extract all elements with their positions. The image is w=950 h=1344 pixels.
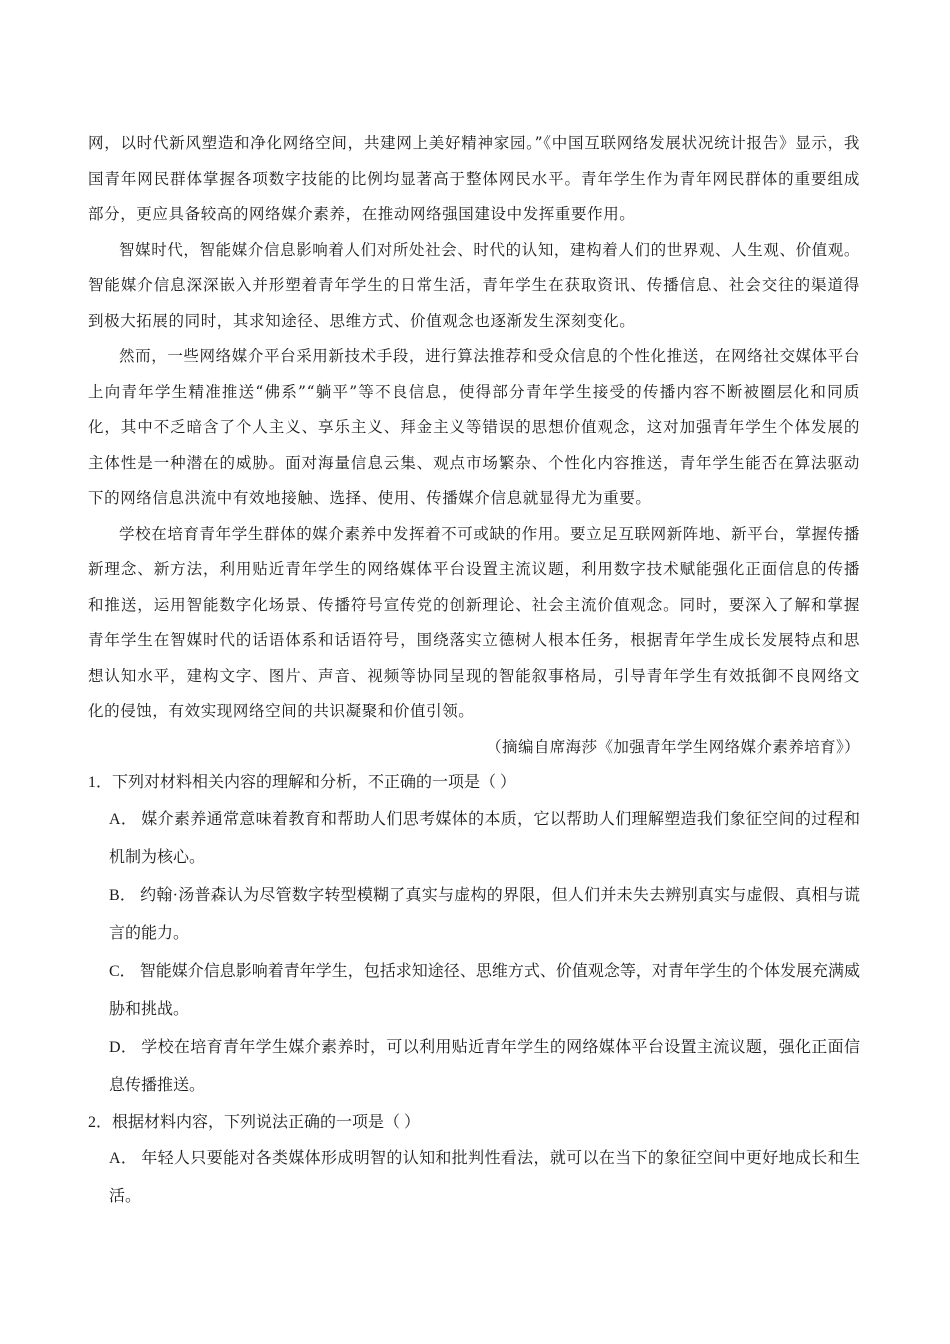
question-1-option-a[interactable]: [88, 801, 860, 877]
question-2: [88, 1105, 860, 1217]
passage-paragraph-1: 网，以时代新风塑造和净化网络空间，共建网上美好精神家园。”《中国互联网络发展状况统计报告》显示，我国青年网民群体掌握各项数字技能的比例均显著高于整体网民水平。青年学生作为青年网民群体的重要组成部分，更应具备较高的网络媒介素养，在推动网络强国建设中发挥重要作用。: [88, 134, 860, 223]
question-1: [88, 765, 860, 1105]
passage-source-citation: （摘编自席海莎《加强青年学生网络媒介素养培育》）: [486, 737, 860, 756]
option-text: 媒介素养通常意味着教育和帮助人们思考媒体的本质，它以帮助人们理解塑造我们象征空间的过程和机制为核心。: [109, 810, 860, 866]
option-letter: C．: [109, 962, 136, 980]
option-text: 学校在培育青年学生媒介素养时，可以利用贴近青年学生的网络媒体平台设置主流议题，强化正面信息传播推送。: [109, 1038, 860, 1094]
reading-passage: [88, 126, 860, 765]
option-text: 年轻人只要能对各类媒体形成明智的认知和批判性看法，就可以在当下的象征空间中更好地成长和生活。: [109, 1150, 860, 1205]
option-letter: D．: [109, 1038, 138, 1056]
option-letter: A．: [109, 1150, 138, 1167]
question-1-option-b[interactable]: [88, 877, 860, 953]
option-letter: A．: [109, 810, 138, 828]
option-letter: B．: [109, 886, 137, 904]
question-1-option-d[interactable]: [88, 1029, 860, 1105]
question-1-option-c[interactable]: [88, 953, 860, 1029]
option-text: 智能媒介信息影响着青年学生，包括求知途径、思维方式、价值观念等，对青年学生的个体发展充满威胁和挑战。: [109, 962, 860, 1018]
question-2-stem: 2．根据材料内容，下列说法正确的一项是（ ）: [88, 1113, 421, 1131]
passage-paragraph-3: 然而，一些网络媒介平台采用新技术手段，进行算法推荐和受众信息的个性化推送，在网络社交媒体平台上向青年学生精准推送“佛系”“躺平”等不良信息，使得部分青年学生接受的传播内容不断被圈层化和同质化，其中不乏暗含了个人主义、享乐主义、拜金主义等错误的思想价值观念，这对加强青年学生个体发展的主体性是一种潜在的威胁。面对海量信息云集、观点市场繁杂、个性化内容推送，青年学生能否在算法驱动下的网络信息洪流中有效地接触、选择、使用、传播媒介信息就显得尤为重要。: [88, 347, 860, 507]
passage-paragraph-2: 智媒时代，智能媒介信息影响着人们对所处社会、时代的认知，建构着人们的世界观、人生观、价值观。智能媒介信息深深嵌入并形塑着青年学生的日常生活，青年学生在获取资讯、传播信息、社会交往的渠道得到极大拓展的同时，其求知途径、思维方式、价值观念也逐渐发生深刻变化。: [88, 240, 860, 330]
option-text: 约翰·汤普森认为尽管数字转型模糊了真实与虚构的界限，但人们并未失去辨别真实与虚假、真相与谎言的能力。: [109, 886, 860, 942]
question-2-option-a[interactable]: [88, 1140, 860, 1216]
document-page: [88, 126, 860, 1216]
question-1-stem: 1．下列对材料相关内容的理解和分析，不正确的一项是（ ）: [88, 774, 517, 791]
passage-paragraph-4: 学校在培育青年学生群体的媒介素养中发挥着不可或缺的作用。要立足互联网新阵地、新平台，掌握传播新理念、新方法，利用贴近青年学生的网络媒体平台设置主流议题，利用数字技术赋能强化正面信息的传播和推送，运用智能数字化场景、传播符号宣传党的创新理论、社会主流价值观念。同时，要深入了解和掌握青年学生在智媒时代的话语体系和话语符号，围绕落实立德树人根本任务，根据青年学生成长发展特点和思想认知水平，建构文字、图片、声音、视频等协同呈现的智能叙事格局，引导青年学生有效抵御不良网络文化的侵蚀，有效实现网络空间的共识凝聚和价值引领。: [88, 524, 860, 720]
